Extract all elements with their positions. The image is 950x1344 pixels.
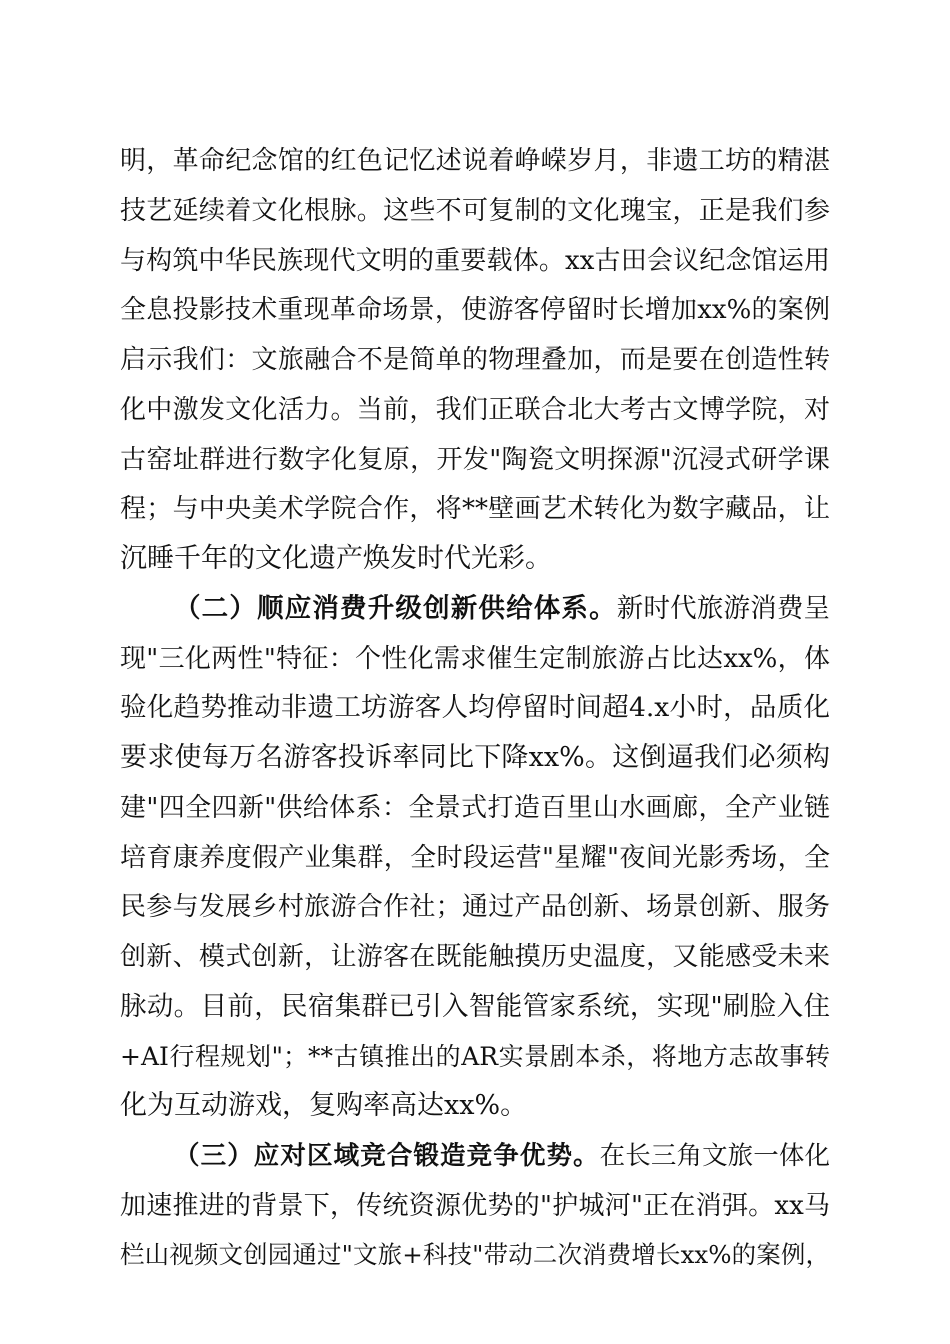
paragraph-1-line-2: 技艺延续着文化根脉。这些不可复制的文化瑰宝，正是我们参 (120, 196, 830, 226)
paragraph-1-line-7: 古窑址群进行数字化复原，开发"陶瓷文明探源"沉浸式研学课 (120, 445, 830, 475)
section-heading-3: （三）应对区域竞合锻造竞争优势。 (174, 1141, 600, 1171)
paragraph-3-line-2: 加速推进的背景下，传统资源优势的"护城河"正在消弭。xx马 (120, 1191, 830, 1221)
paragraph-1-line-9: 沉睡千年的文化遗产焕发时代光彩。 (120, 543, 552, 574)
paragraph-1-line-6: 化中激发文化活力。当前，我们正联合北大考古文博学院，对 (120, 395, 830, 425)
paragraph-2-line-5: 建"四全四新"供给体系：全景式打造百里山水画廊，全产业链 (120, 793, 830, 823)
paragraph-2-line-1-rest: 新时代旅游消费呈 (616, 593, 831, 624)
paragraph-1-line-1: 明，革命纪念馆的红色记忆述说着峥嵘岁月，非遗工坊的精湛 (120, 146, 830, 176)
paragraph-3-line-1-rest: 在长三角文旅一体化 (599, 1141, 830, 1171)
paragraph-1-line-5: 启示我们：文旅融合不是简单的物理叠加，而是要在创造性转 (120, 345, 830, 375)
paragraph-2-line-1 (174, 588, 830, 630)
paragraph-2-line-6: 培育康养度假产业集群，全时段运营"星耀"夜间光影秀场，全 (120, 843, 830, 873)
paragraph-2-line-10: +AI行程规划"；**古镇推出的AR实景剧本杀，将地方志故事转 (120, 1042, 830, 1071)
paragraph-2-line-2: 现"三化两性"特征：个性化需求催生定制旅游占比达xx%，体 (120, 644, 830, 674)
paragraph-3-line-3: 栏山视频文创园通过"文旅+科技"带动二次消费增长xx%的案例， (120, 1240, 830, 1269)
paragraph-2-line-8: 创新、模式创新，让游客在既能触摸历史温度，又能感受未来 (120, 942, 830, 972)
paragraph-2-line-9: 脉动。目前，民宿集群已引入智能管家系统，实现"刷脸入住 (120, 991, 830, 1022)
paragraph-2-line-3: 验化趋势推动非遗工坊游客人均停留时间超4.x小时，品质化 (120, 692, 830, 723)
paragraph-2-line-11: 化为互动游戏，复购率高达xx%。 (120, 1090, 528, 1121)
paragraph-1-line-8: 程；与中央美术学院合作，将**壁画艺术转化为数字藏品，让 (120, 494, 830, 524)
paragraph-3-line-1 (174, 1135, 830, 1177)
paragraph-1-line-4: 全息投影技术重现革命场景，使游客停留时长增加xx%的案例 (120, 295, 830, 325)
paragraph-2-line-7: 民参与发展乡村旅游合作社；通过产品创新、场景创新、服务 (120, 892, 830, 922)
section-heading-2: （二）顺应消费升级创新供给体系。 (174, 593, 617, 624)
paragraph-2-line-4: 要求使每万名游客投诉率同比下降xx%。这倒逼我们必须构 (120, 742, 830, 773)
paragraph-1-line-3: 与构筑中华民族现代文明的重要载体。xx古田会议纪念馆运用 (120, 246, 830, 276)
